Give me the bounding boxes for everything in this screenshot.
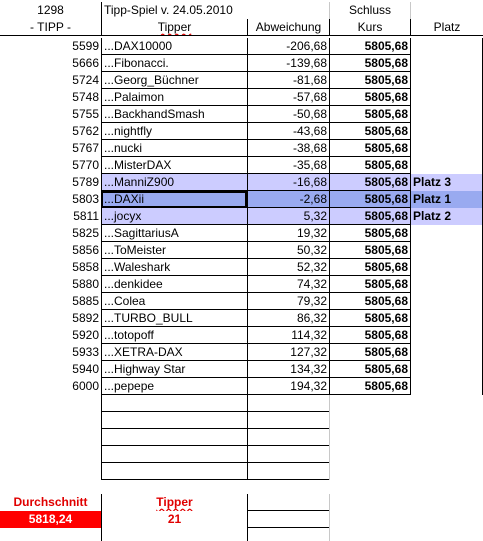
table-row (0, 310, 483, 327)
tipp-cell[interactable]: 5933 (72, 345, 99, 359)
tipper-cell[interactable]: ...Highway Star (101, 361, 247, 378)
tipper-cell[interactable]: ...denkidee (101, 276, 247, 293)
kurs-cell[interactable]: 5805,68 (329, 378, 410, 395)
table-row (0, 174, 483, 191)
table-row (0, 242, 483, 259)
abweichung-cell[interactable]: -16,68 (247, 174, 329, 191)
empty-cell[interactable] (329, 429, 410, 446)
footer-spacer-row (0, 528, 483, 541)
platz-cell[interactable] (410, 38, 483, 55)
empty-row (0, 429, 483, 446)
empty-cell[interactable] (101, 429, 247, 446)
empty-cell[interactable] (329, 412, 410, 429)
schluss-header[interactable]: Schluss (329, 2, 410, 19)
tipper-cell[interactable]: ...XETRA-DAX (101, 344, 247, 361)
empty-row (0, 395, 483, 412)
tipp-cell[interactable]: 5892 (72, 311, 99, 325)
kurs-cell[interactable]: 5805,68 (329, 89, 410, 106)
tipp-cell[interactable]: 5940 (72, 362, 99, 376)
abweichung-cell[interactable]: -2,68 (247, 191, 329, 208)
tipper-cell[interactable]: ...Fibonacci. (101, 55, 247, 72)
table-row (0, 327, 483, 344)
tipper-cell[interactable]: ...Colea (101, 293, 247, 310)
kurs-cell[interactable]: 5805,68 (329, 191, 410, 208)
tipper-cell[interactable]: ...jocyx (101, 208, 247, 225)
kurs-cell[interactable]: 5805,68 (329, 174, 410, 191)
abweichung-cell[interactable]: -81,68 (247, 72, 329, 89)
kurs-cell[interactable]: 5805,68 (329, 327, 410, 344)
abweichung-cell[interactable]: 52,32 (247, 259, 329, 276)
tipp-cell[interactable]: 5767 (72, 141, 99, 155)
abweichung-cell[interactable]: 50,32 (247, 242, 329, 259)
empty-header-cell[interactable] (410, 2, 483, 19)
abweichung-cell[interactable]: 194,32 (247, 378, 329, 395)
id-cell[interactable]: 1298 (37, 3, 64, 17)
abweichung-cell[interactable]: 74,32 (247, 276, 329, 293)
tipp-cell[interactable]: 5666 (72, 56, 99, 70)
empty-cell[interactable] (247, 511, 329, 528)
tipper-header-label: Tipper (157, 20, 192, 34)
empty-row (0, 412, 483, 429)
platz-cell[interactable] (410, 327, 483, 344)
kurs-cell[interactable]: 5805,68 (329, 344, 410, 361)
empty-cell[interactable] (101, 528, 247, 541)
platz-cell[interactable] (410, 157, 483, 174)
tipp-cell[interactable]: 5770 (72, 158, 99, 172)
tipper-cell[interactable]: ...MisterDAX (101, 157, 247, 174)
abweichung-cell[interactable]: 79,32 (247, 293, 329, 310)
tipp-cell[interactable]: 5762 (72, 124, 99, 138)
table-row (0, 89, 483, 106)
table-row (0, 208, 483, 225)
abweichung-cell[interactable]: -57,68 (247, 89, 329, 106)
abweichung-cell[interactable]: -139,68 (247, 55, 329, 72)
empty-cell[interactable] (329, 494, 410, 511)
kurs-cell[interactable]: 5805,68 (329, 208, 410, 225)
tipper-cell[interactable]: ...ManniZ900 (101, 174, 247, 191)
table-row (0, 123, 483, 140)
platz-cell[interactable] (410, 140, 483, 157)
footer-value-row (0, 511, 483, 528)
tipper-count-label-text: Tipper (156, 495, 193, 509)
abweichung-cell[interactable]: -43,68 (247, 123, 329, 140)
tipp-cell[interactable]: 5599 (72, 39, 99, 53)
tipp-cell[interactable]: 5920 (72, 328, 99, 342)
empty-cell[interactable] (329, 446, 410, 463)
table-row (0, 378, 483, 395)
kurs-cell[interactable]: 5805,68 (329, 276, 410, 293)
empty-cell[interactable] (329, 463, 410, 480)
tipper-column-header[interactable] (101, 19, 247, 36)
abweichung-cell[interactable]: -206,68 (247, 38, 329, 55)
tipp-cell[interactable]: 6000 (72, 379, 99, 393)
tipp-cell[interactable]: 5755 (72, 107, 99, 121)
tipper-cell[interactable]: ...nightfly (101, 123, 247, 140)
table-row (0, 293, 483, 310)
empty-cell[interactable] (329, 528, 410, 541)
platz-cell[interactable] (410, 123, 483, 140)
kurs-cell[interactable]: 5805,68 (329, 157, 410, 174)
empty-cell[interactable] (247, 429, 329, 446)
kurs-cell[interactable]: 5805,68 (329, 310, 410, 327)
abweichung-cell[interactable]: -35,68 (247, 157, 329, 174)
kurs-cell[interactable]: 5805,68 (329, 242, 410, 259)
table-row (0, 38, 483, 55)
kurs-cell[interactable]: 5805,68 (329, 140, 410, 157)
kurs-cell[interactable]: 5805,68 (329, 38, 410, 55)
tipp-cell[interactable]: 5803 (72, 192, 99, 206)
platz-cell[interactable] (410, 106, 483, 123)
abweichung-cell[interactable]: 5,32 (247, 208, 329, 225)
table-row (0, 140, 483, 157)
tipp-column-header[interactable]: - TIPP - (0, 19, 101, 36)
platz-cell[interactable] (410, 293, 483, 310)
kurs-cell[interactable]: 5805,68 (329, 123, 410, 140)
kurs-column-header[interactable]: Kurs (329, 19, 410, 36)
tipp-cell[interactable]: 5789 (72, 175, 99, 189)
abweichung-cell[interactable]: 114,32 (247, 327, 329, 344)
tipper-cell[interactable]: ...Georg_Büchner (101, 72, 247, 89)
kurs-cell[interactable]: 5805,68 (329, 225, 410, 242)
table-row (0, 276, 483, 293)
table-row (0, 106, 483, 123)
abweichung-cell[interactable]: -50,68 (247, 106, 329, 123)
kurs-cell[interactable]: 5805,68 (329, 361, 410, 378)
tipper-cell[interactable]: ...TURBO_BULL (101, 310, 247, 327)
table-row (0, 361, 483, 378)
kurs-cell[interactable]: 5805,68 (329, 72, 410, 89)
empty-cell[interactable] (101, 446, 247, 463)
tipp-cell[interactable]: 5748 (72, 90, 99, 104)
abweichung-cell[interactable]: 86,32 (247, 310, 329, 327)
durchschnitt-label[interactable]: Durchschnitt (13, 495, 88, 509)
empty-row (0, 446, 483, 463)
empty-cell[interactable] (247, 494, 329, 511)
table-row (0, 55, 483, 72)
platz-cell[interactable] (410, 242, 483, 259)
abweichung-cell[interactable]: 134,32 (247, 361, 329, 378)
tipper-cell[interactable]: ...Palaimon (101, 89, 247, 106)
tipp-cell[interactable]: 5825 (72, 226, 99, 240)
platz-cell[interactable]: Platz 2 (410, 208, 483, 225)
empty-cell[interactable] (247, 395, 329, 412)
platz-cell[interactable] (410, 344, 483, 361)
tipper-cell[interactable]: ...Waleshark (101, 259, 247, 276)
empty-cell[interactable] (247, 528, 329, 541)
empty-cell[interactable] (247, 463, 329, 480)
platz-cell[interactable] (410, 310, 483, 327)
platz-cell[interactable]: Platz 3 (410, 174, 483, 191)
empty-cell[interactable] (101, 463, 247, 480)
abweichung-column-header[interactable]: Abweichung (247, 19, 329, 36)
abweichung-cell[interactable]: -38,68 (247, 140, 329, 157)
platz-cell[interactable] (410, 259, 483, 276)
tipper-cell[interactable]: ...totopoff (101, 327, 247, 344)
footer-label-row (0, 494, 483, 511)
empty-cell[interactable] (247, 412, 329, 429)
platz-cell[interactable] (410, 89, 483, 106)
platz-column-header[interactable]: Platz (410, 19, 483, 36)
platz-cell[interactable] (410, 55, 483, 72)
tipp-cell[interactable]: 5856 (72, 243, 99, 257)
tipper-cell[interactable]: ...DAX10000 (101, 38, 247, 55)
platz-cell[interactable] (410, 225, 483, 242)
tipper-cell[interactable]: ...pepepe (101, 378, 247, 395)
tipper-cell[interactable]: ...nucki (101, 140, 247, 157)
kurs-cell[interactable]: 5805,68 (329, 106, 410, 123)
empty-cell[interactable] (329, 395, 410, 412)
tipp-cell[interactable]: 5880 (72, 277, 99, 291)
empty-cell[interactable] (247, 446, 329, 463)
empty-cell[interactable] (101, 395, 247, 412)
table-row (0, 157, 483, 174)
table-row (0, 72, 483, 89)
tipp-cell[interactable]: 5858 (72, 260, 99, 274)
platz-cell[interactable]: Platz 1 (410, 191, 483, 208)
tipper-count-label[interactable] (101, 494, 247, 511)
tipp-cell[interactable]: 5724 (72, 73, 99, 87)
platz-cell[interactable] (410, 276, 483, 293)
kurs-cell[interactable]: 5805,68 (329, 55, 410, 72)
kurs-cell[interactable]: 5805,68 (329, 259, 410, 276)
platz-cell[interactable] (410, 72, 483, 89)
abweichung-cell[interactable]: 127,32 (247, 344, 329, 361)
empty-cell[interactable] (101, 412, 247, 429)
tipper-cell[interactable]: ...ToMeister (101, 242, 247, 259)
empty-cell[interactable] (329, 511, 410, 528)
tipper-count-value[interactable]: 21 (101, 511, 247, 528)
table-row (0, 225, 483, 242)
platz-cell[interactable] (410, 378, 483, 395)
platz-cell[interactable] (410, 361, 483, 378)
tipp-cell[interactable]: 5811 (73, 209, 99, 223)
tipper-cell[interactable]: ...SagittariusA (101, 225, 247, 242)
table-row (0, 344, 483, 361)
header-row-2 (0, 19, 483, 36)
tipper-cell[interactable]: ...BackhandSmash (101, 106, 247, 123)
abweichung-cell[interactable]: 19,32 (247, 225, 329, 242)
table-row (0, 259, 483, 276)
durchschnitt-value[interactable]: 5818,24 (0, 511, 101, 528)
tipp-cell[interactable]: 5885 (72, 294, 99, 308)
title-cell[interactable]: Tipp-Spiel v. 24.05.2010 (101, 2, 329, 19)
table-row (0, 191, 483, 208)
kurs-cell[interactable]: 5805,68 (329, 293, 410, 310)
tipper-cell[interactable]: ...DAXii (101, 191, 247, 208)
empty-row (0, 463, 483, 480)
header-row-1 (0, 2, 483, 19)
